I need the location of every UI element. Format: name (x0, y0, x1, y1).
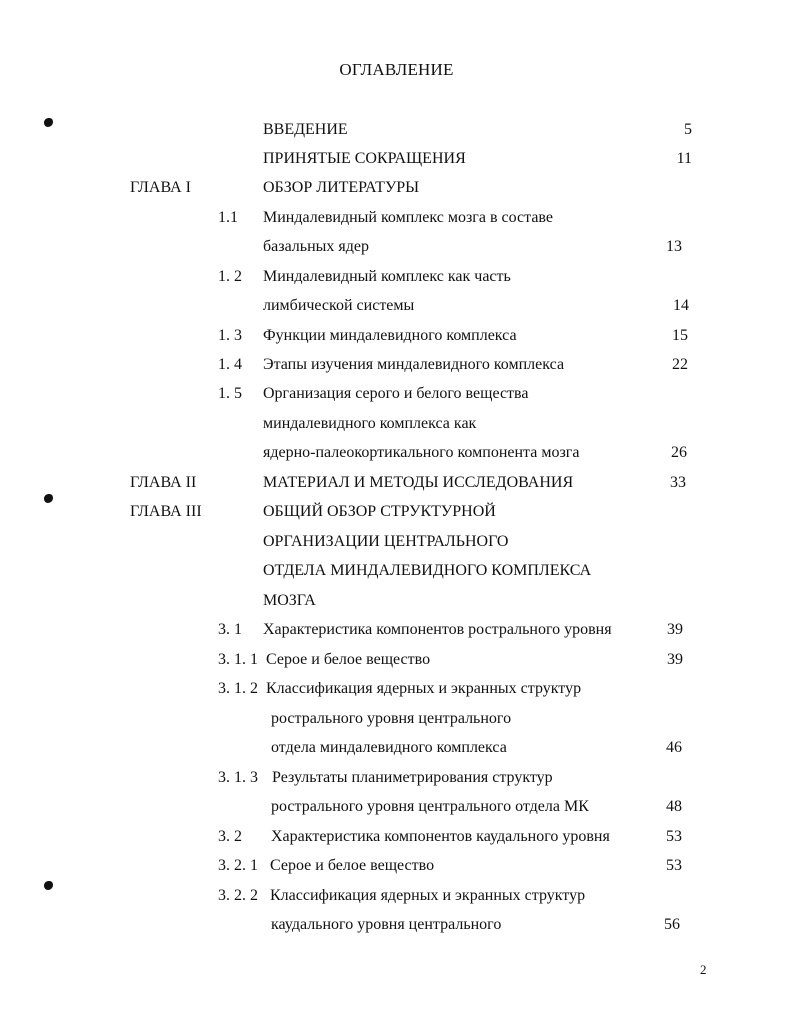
entry-text: Этапы изучения миндалевидного комплекса (263, 356, 565, 373)
section-number: 1. 3 (218, 327, 242, 344)
entry-text: Серое и белое вещество (270, 857, 435, 874)
entry-text: ВВЕДЕНИЕ (263, 121, 348, 138)
entry-text: рострального уровня центрального (271, 710, 512, 727)
section-number: 3. 2 (218, 828, 242, 845)
entry-page: 11 (676, 150, 692, 167)
entry-text: ОТДЕЛА МИНДАЛЕВИДНОГО КОМПЛЕКСА (263, 562, 592, 579)
entry-text: ПРИНЯТЫЕ СОКРАЩЕНИЯ (263, 150, 466, 167)
entry-page: 39 (667, 621, 683, 638)
entry-page: 15 (672, 327, 688, 344)
entry-page: 33 (670, 474, 686, 491)
entry-page: 13 (666, 238, 682, 255)
entry-text: лимбической системы (263, 297, 415, 314)
entry-text: базальных ядер (263, 238, 369, 255)
entry-text: Классификация ядерных и экранных структур (266, 680, 582, 697)
entry-page: 56 (664, 916, 680, 933)
entry-text: Функции миндалевидного комплекса (263, 327, 517, 344)
section-number: 1. 4 (218, 356, 242, 373)
entry-text: Серое и белое вещество (266, 651, 431, 668)
entry-page: 46 (666, 739, 682, 756)
entry-page: 53 (666, 828, 682, 845)
entry-text: Классификация ядерных и экранных структур (270, 887, 586, 904)
chapter-label: ГЛАВА I (130, 179, 191, 196)
entry-text: Результаты планиметрирования структур (272, 769, 553, 786)
entry-text: ОБЗОР ЛИТЕРАТУРЫ (263, 179, 420, 196)
entry-page: 26 (671, 444, 687, 461)
section-number: 1.1 (218, 209, 238, 226)
scan-mark (44, 494, 53, 503)
section-number: 3. 2. 2 (218, 887, 258, 904)
page-title: ОГЛАВЛЕНИЕ (339, 60, 454, 79)
entry-text: ОБЩИЙ ОБЗОР СТРУКТУРНОЙ (263, 503, 496, 520)
entry-text: ОРГАНИЗАЦИИ ЦЕНТРАЛЬНОГО (263, 533, 509, 550)
entry-text: МОЗГА (263, 592, 316, 609)
entry-text: рострального уровня центрального отдела МК (271, 798, 589, 815)
section-number: 1. 5 (218, 385, 242, 402)
section-number: 3. 2. 1 (218, 857, 258, 874)
section-number: 3. 1. 1 (218, 651, 258, 668)
section-number: 3. 1. 3 (218, 769, 258, 786)
section-number: 3. 1. 2 (218, 680, 258, 697)
scan-mark (44, 118, 53, 127)
page-number: 2 (700, 962, 707, 977)
scan-mark (44, 881, 53, 890)
entry-page: 39 (667, 651, 683, 668)
entry-page: 53 (666, 857, 682, 874)
section-number: 3. 1 (218, 621, 242, 638)
entry-page: 48 (666, 798, 682, 815)
entry-text: Организация серого и белого вещества (263, 385, 529, 402)
entry-page: 5 (684, 121, 692, 138)
entry-text: каудального уровня центрального (271, 916, 502, 933)
entry-text: МАТЕРИАЛ И МЕТОДЫ ИССЛЕДОВАНИЯ (263, 474, 574, 491)
entry-page: 14 (673, 297, 689, 314)
entry-text: ядерно-палеокортикального компонента мозга (263, 444, 580, 461)
section-number: 1. 2 (218, 268, 242, 285)
chapter-label: ГЛАВА II (130, 474, 197, 491)
entry-text: миндалевидного комплекса как (263, 415, 477, 432)
entry-text: отдела миндалевидного комплекса (271, 739, 507, 756)
entry-text: Характеристика компонентов рострального уровня (263, 621, 612, 638)
chapter-label: ГЛАВА III (130, 503, 202, 520)
entry-text: Миндалевидный комплекс как часть (263, 268, 511, 285)
entry-text: Миндалевидный комплекс мозга в составе (263, 209, 553, 226)
entry-text: Характеристика компонентов каудального уровня (271, 828, 610, 845)
entry-page: 22 (672, 356, 688, 373)
